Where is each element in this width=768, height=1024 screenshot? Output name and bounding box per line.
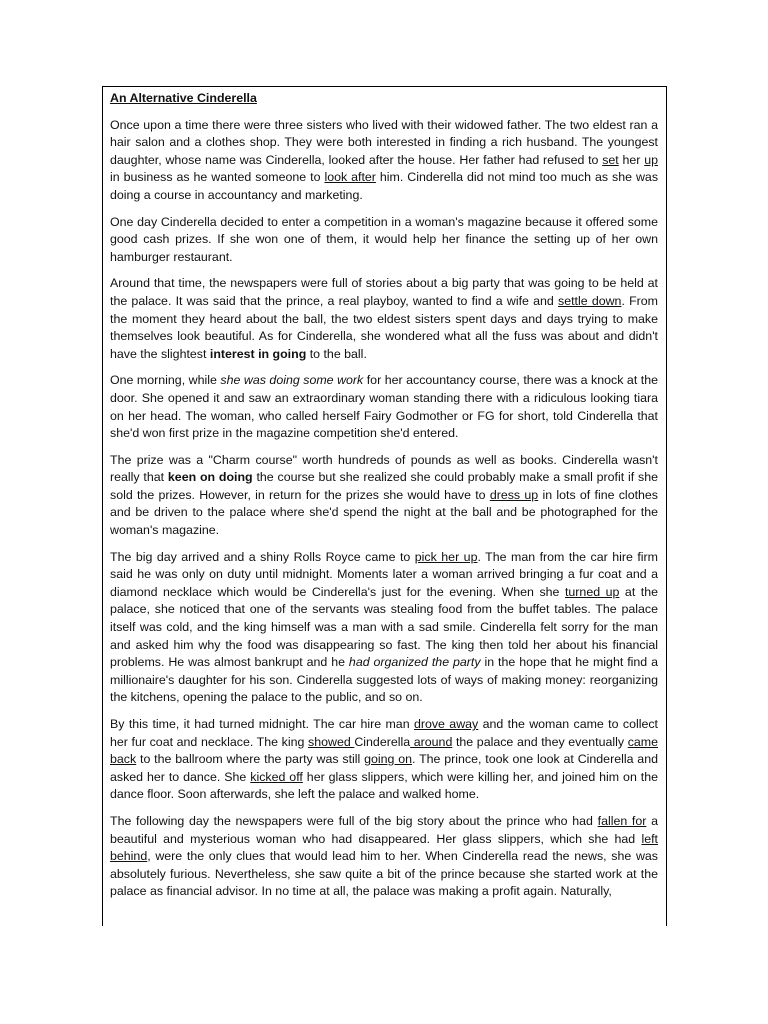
text-run: at the palace, she noticed that one of the servants was stealing food from the buffet tables. The palace itself was cold, and the king himself was a man with a sad smile. Cinderella felt sorry for the man and asked him why the food was disappearing so fast. The king then told her about his financial problems. He was almost bankrupt and he (110, 584, 658, 670)
underlined-phrase: showed (308, 734, 355, 749)
paragraph-8 (110, 813, 658, 901)
paragraph-1 (110, 117, 658, 205)
document-page (102, 86, 667, 926)
text-run: . The prince, took one look at Cinderella and asked her to dance. She (110, 752, 658, 784)
text-run: The prize was a "Charm course" worth hundreds of pounds as well as books. Cinderella wasn't really that (110, 452, 658, 485)
text-run: him. Cinderella did not mind too much as she was doing a course in accountancy and marketing. (110, 170, 659, 202)
text-run: and the woman came to collect her fur coat and necklace. The king (110, 717, 658, 749)
text-run: to the ball. (306, 346, 367, 361)
text-run: her glass slippers, which were killing her, and joined him on the dance floor. Soon afterwards, she left the palace and walked home. (110, 769, 658, 802)
text-run: in business as he wanted someone to (110, 170, 325, 185)
text-run: . From the moment they heard about the ball, the two eldest sisters spent days and days trying to make themselves look beautiful. As for Cinderella, she wondered what all the fuss was about and didn't have the slightest (110, 293, 659, 361)
text-run: the palace and they eventually (452, 734, 628, 749)
text-run: The big day arrived and a shiny Rolls Royce came to (110, 549, 415, 564)
text-run: in the hope that he might find a millionaire's daughter for his son. Cinderella suggested lots of ways of making money: reorganizing the kitchens, opening the palace to the public, and so on. (110, 655, 658, 705)
underlined-phrase: came back (110, 734, 658, 767)
bold-phrase: keen on doing (167, 470, 253, 485)
text-run: One day Cinderella decided to enter a competition in a woman's magazine because it offered some good cash prizes. If she won one of them, it would help her finance the setting up of her own hamburger restaurant. (110, 214, 658, 264)
text-run: , were the only clues that would lead him to her. When Cinderella read the news, she was absolutely furious. Nevertheless, she saw quite a bit of the prince because she started work at the palace as financial advisor. In no time at all, the palace was making a profit again. Naturally, (110, 849, 658, 899)
underlined-phrase: pick her up (414, 549, 478, 564)
bold-phrase: interest in going (209, 346, 307, 361)
underlined-phrase: going on (364, 752, 413, 767)
underlined-phrase: look after (324, 170, 376, 185)
paragraph-7 (110, 716, 658, 804)
paragraph-2 (110, 214, 658, 267)
text-run: Cinderella (354, 734, 411, 749)
text-run: Once upon a time there were three sisters who lived with their widowed father. The two eldest ran a hair salon and a clothes shop. They were both interested in finding a rich husband. The youngest daughter, whose name was Cinderella, looked after the house. Her father had refused to (110, 117, 658, 167)
text-run: for her accountancy course, there was a knock at the door. She opened it and saw an extraordinary woman standing there with a ridiculous looking tiara on her head. The woman, who called herself Fairy Godmother or FG for short, told Cinderella that she'd won first prize in the magazine competition she'd entered. (110, 373, 658, 441)
paragraph-6 (110, 549, 658, 707)
paragraph-5 (110, 452, 658, 540)
underlined-phrase: dress up (489, 487, 539, 502)
document-title: An Alternative Cinderella (110, 91, 257, 105)
text-run: . The man from the car hire firm said he was only on duty until midnight. Moments later a woman arrived bringing a fur coat and a diamond necklace which would be Cinderella's just for the evening. When she (110, 549, 659, 599)
underlined-phrase: around (410, 734, 453, 749)
underlined-phrase: kicked off (250, 769, 303, 784)
text-run: to the ballroom where the party was still (136, 752, 365, 767)
text-run: her (618, 152, 645, 167)
underlined-phrase: set (602, 152, 619, 167)
text-run: the course but she realized she could probably make a small profit if she sold the prizes. However, in return for the prizes she would have to (110, 470, 658, 502)
underlined-phrase: left behind (110, 831, 658, 864)
text-run: By this time, it had turned midnight. The car hire man (110, 717, 414, 731)
italic-phrase: had organized the party (348, 655, 481, 670)
document-paragraphs (110, 117, 658, 901)
paragraph-3 (110, 275, 658, 363)
text-run: a beautiful and mysterious woman who had disappeared. Her glass slippers, which she had (110, 813, 658, 846)
text-run: One morning, while (110, 373, 221, 388)
text-run: Around that time, the newspapers were full of stories about a big party that was going to be held at the palace. It was said that the prince, a real playboy, wanted to find a wife and (110, 276, 658, 308)
text-run: The following day the newspapers were full of the big story about the prince who had (110, 813, 598, 828)
paragraph-4 (110, 372, 658, 442)
underlined-phrase: fallen for (597, 813, 647, 828)
underlined-phrase: drove away (413, 717, 479, 731)
italic-phrase: she was doing some work (220, 373, 364, 388)
underlined-phrase: settle down (558, 293, 622, 308)
document-body (103, 87, 666, 901)
underlined-phrase: up (644, 152, 658, 167)
underlined-phrase: turned up (564, 584, 620, 599)
text-run: in lots of fine clothes and be driven to the palace where she'd spend the night at the ball and be photographed for the woman's magazine. (110, 487, 658, 538)
